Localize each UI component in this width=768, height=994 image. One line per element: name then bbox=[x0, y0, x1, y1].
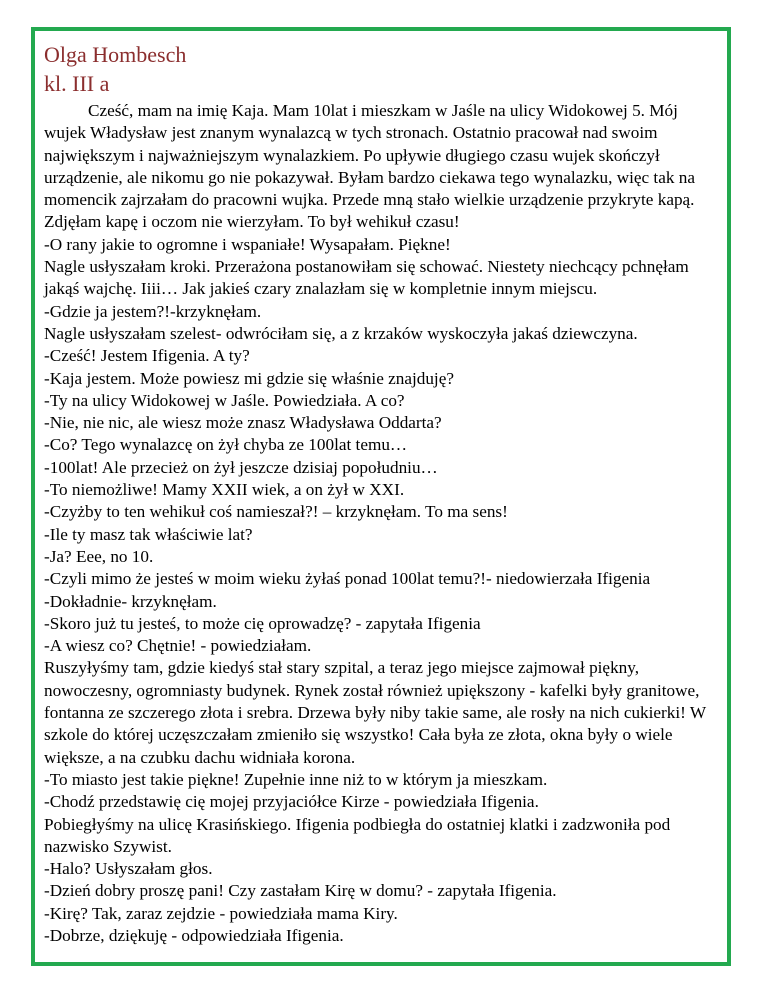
story-paragraph: Nagle usłyszałam szelest- odwróciłam się, a z krzaków wyskoczyła jakaś dziewczyna. bbox=[44, 323, 638, 343]
story-paragraph: -Chodź przedstawię cię mojej przyjaciółce Kirze - powiedziała Ifigenia. bbox=[44, 792, 539, 812]
story-paragraph: -Kaja jestem. Może powiesz mi gdzie się właśnie znajduję? bbox=[44, 368, 454, 388]
story-paragraph: -Czyli mimo że jesteś w moim wieku żyłaś ponad 100lat temu?!- niedowierzała Ifigenia bbox=[44, 569, 651, 589]
story-paragraph: -Dobrze, dziękuję - odpowiedziała Ifigenia. bbox=[44, 925, 344, 945]
story-paragraph: Pobiegłyśmy na ulicę Krasińskiego. Ifigenia podbiegła do ostatniej klatki i zadzwoniła pod nazwisko Szywist. bbox=[44, 814, 671, 856]
story-text bbox=[44, 100, 724, 947]
story-paragraph: -100lat! Ale przecież on żył jeszcze dzisiaj popołudniu… bbox=[44, 457, 438, 477]
story-paragraph: -To miasto jest takie piękne! Zupełnie inne niż to w którym ja mieszkam. bbox=[44, 769, 548, 789]
story-paragraph: -Czyżby to ten wehikuł coś namieszał?! – krzyknęłam. To ma sens! bbox=[44, 502, 508, 522]
story-paragraph: Ruszyłyśmy tam, gdzie kiedyś stał stary szpital, a teraz jego miejsce zajmował piękny, nowoczesny, ogromniasty budynek. Rynek został również upiększony - kafelki były granitowe, fontanna ze szczerego złota i srebra. Drzewa były niby takie same, ale rosły na nich cukierki! W szkole do której uczęszczałam zmieniło się wszystko! Cała była ze złota, okna były o wiele większe, a na czubku dachu widniała korona. bbox=[44, 658, 706, 767]
author-class: kl. III a bbox=[44, 71, 110, 96]
author-name: Olga Hombesch bbox=[44, 42, 187, 67]
story-paragraph: -To niemożliwe! Mamy XXII wiek, a on żył w XXI. bbox=[44, 480, 405, 500]
story-paragraph: -Nie, nie nic, ale wiesz może znasz Władysława Oddarta? bbox=[44, 413, 442, 433]
story-paragraph: Nagle usłyszałam kroki. Przerażona postanowiłam się schować. Niestety niechcący pchnęłam jakąś wajchę. Iiii… Jak jakieś czary znalazłam się w kompletnie innym miejscu. bbox=[44, 257, 689, 299]
story-paragraph: -Co? Tego wynalazcę on żył chyba ze 100lat temu… bbox=[44, 435, 408, 455]
story-paragraph: -A wiesz co? Chętnie! - powiedziałam. bbox=[44, 636, 312, 656]
story-paragraph: -Halo? Usłyszałam głos. bbox=[44, 859, 213, 879]
story-paragraph: -O rany jakie to ogromne i wspaniałe! Wysapałam. Piękne! bbox=[44, 234, 451, 254]
story-paragraph: -Cześć! Jestem Ifigenia. A ty? bbox=[44, 346, 250, 366]
story-paragraph: -Ile ty masz tak właściwie lat? bbox=[44, 524, 253, 544]
story-paragraph: -Skoro już tu jesteś, to może cię oprowadzę? - zapytała Ifigenia bbox=[44, 613, 481, 633]
story-paragraph-intro: Cześć, mam na imię Kaja. Mam 10lat i mieszkam w Jaśle na ulicy Widokowej 5. Mój wujek Władysław jest znanym wynalazcą w tych stronach. Ostatnio pracował nad swoim największym i najważniejszym wynalazkiem. Po upływie długiego czasu wujek skończył urządzenie, ale nikomu go nie pokazywał. Byłam bardzo ciekawa tego wynalazku, więc tak na momencik zajrzałam do pracowni wujka. Przede mną stało wielkie urządzenie przykryte kapą. Zdjęłam kapę i oczom nie wierzyłam. To był wehikuł czasu! bbox=[44, 101, 695, 232]
story-paragraph: -Ja? Eee, no 10. bbox=[44, 546, 154, 566]
story-paragraph: -Gdzie ja jestem?!-krzyknęłam. bbox=[44, 301, 262, 321]
story-paragraph: -Ty na ulicy Widokowej w Jaśle. Powiedziała. A co? bbox=[44, 390, 405, 410]
story-paragraph: -Kirę? Tak, zaraz zejdzie - powiedziała mama Kiry. bbox=[44, 903, 398, 923]
story-paragraph: -Dokładnie- krzyknęłam. bbox=[44, 591, 217, 611]
document-content bbox=[44, 40, 724, 947]
story-paragraph: -Dzień dobry proszę pani! Czy zastałam Kirę w domu? - zapytała Ifigenia. bbox=[44, 881, 557, 901]
